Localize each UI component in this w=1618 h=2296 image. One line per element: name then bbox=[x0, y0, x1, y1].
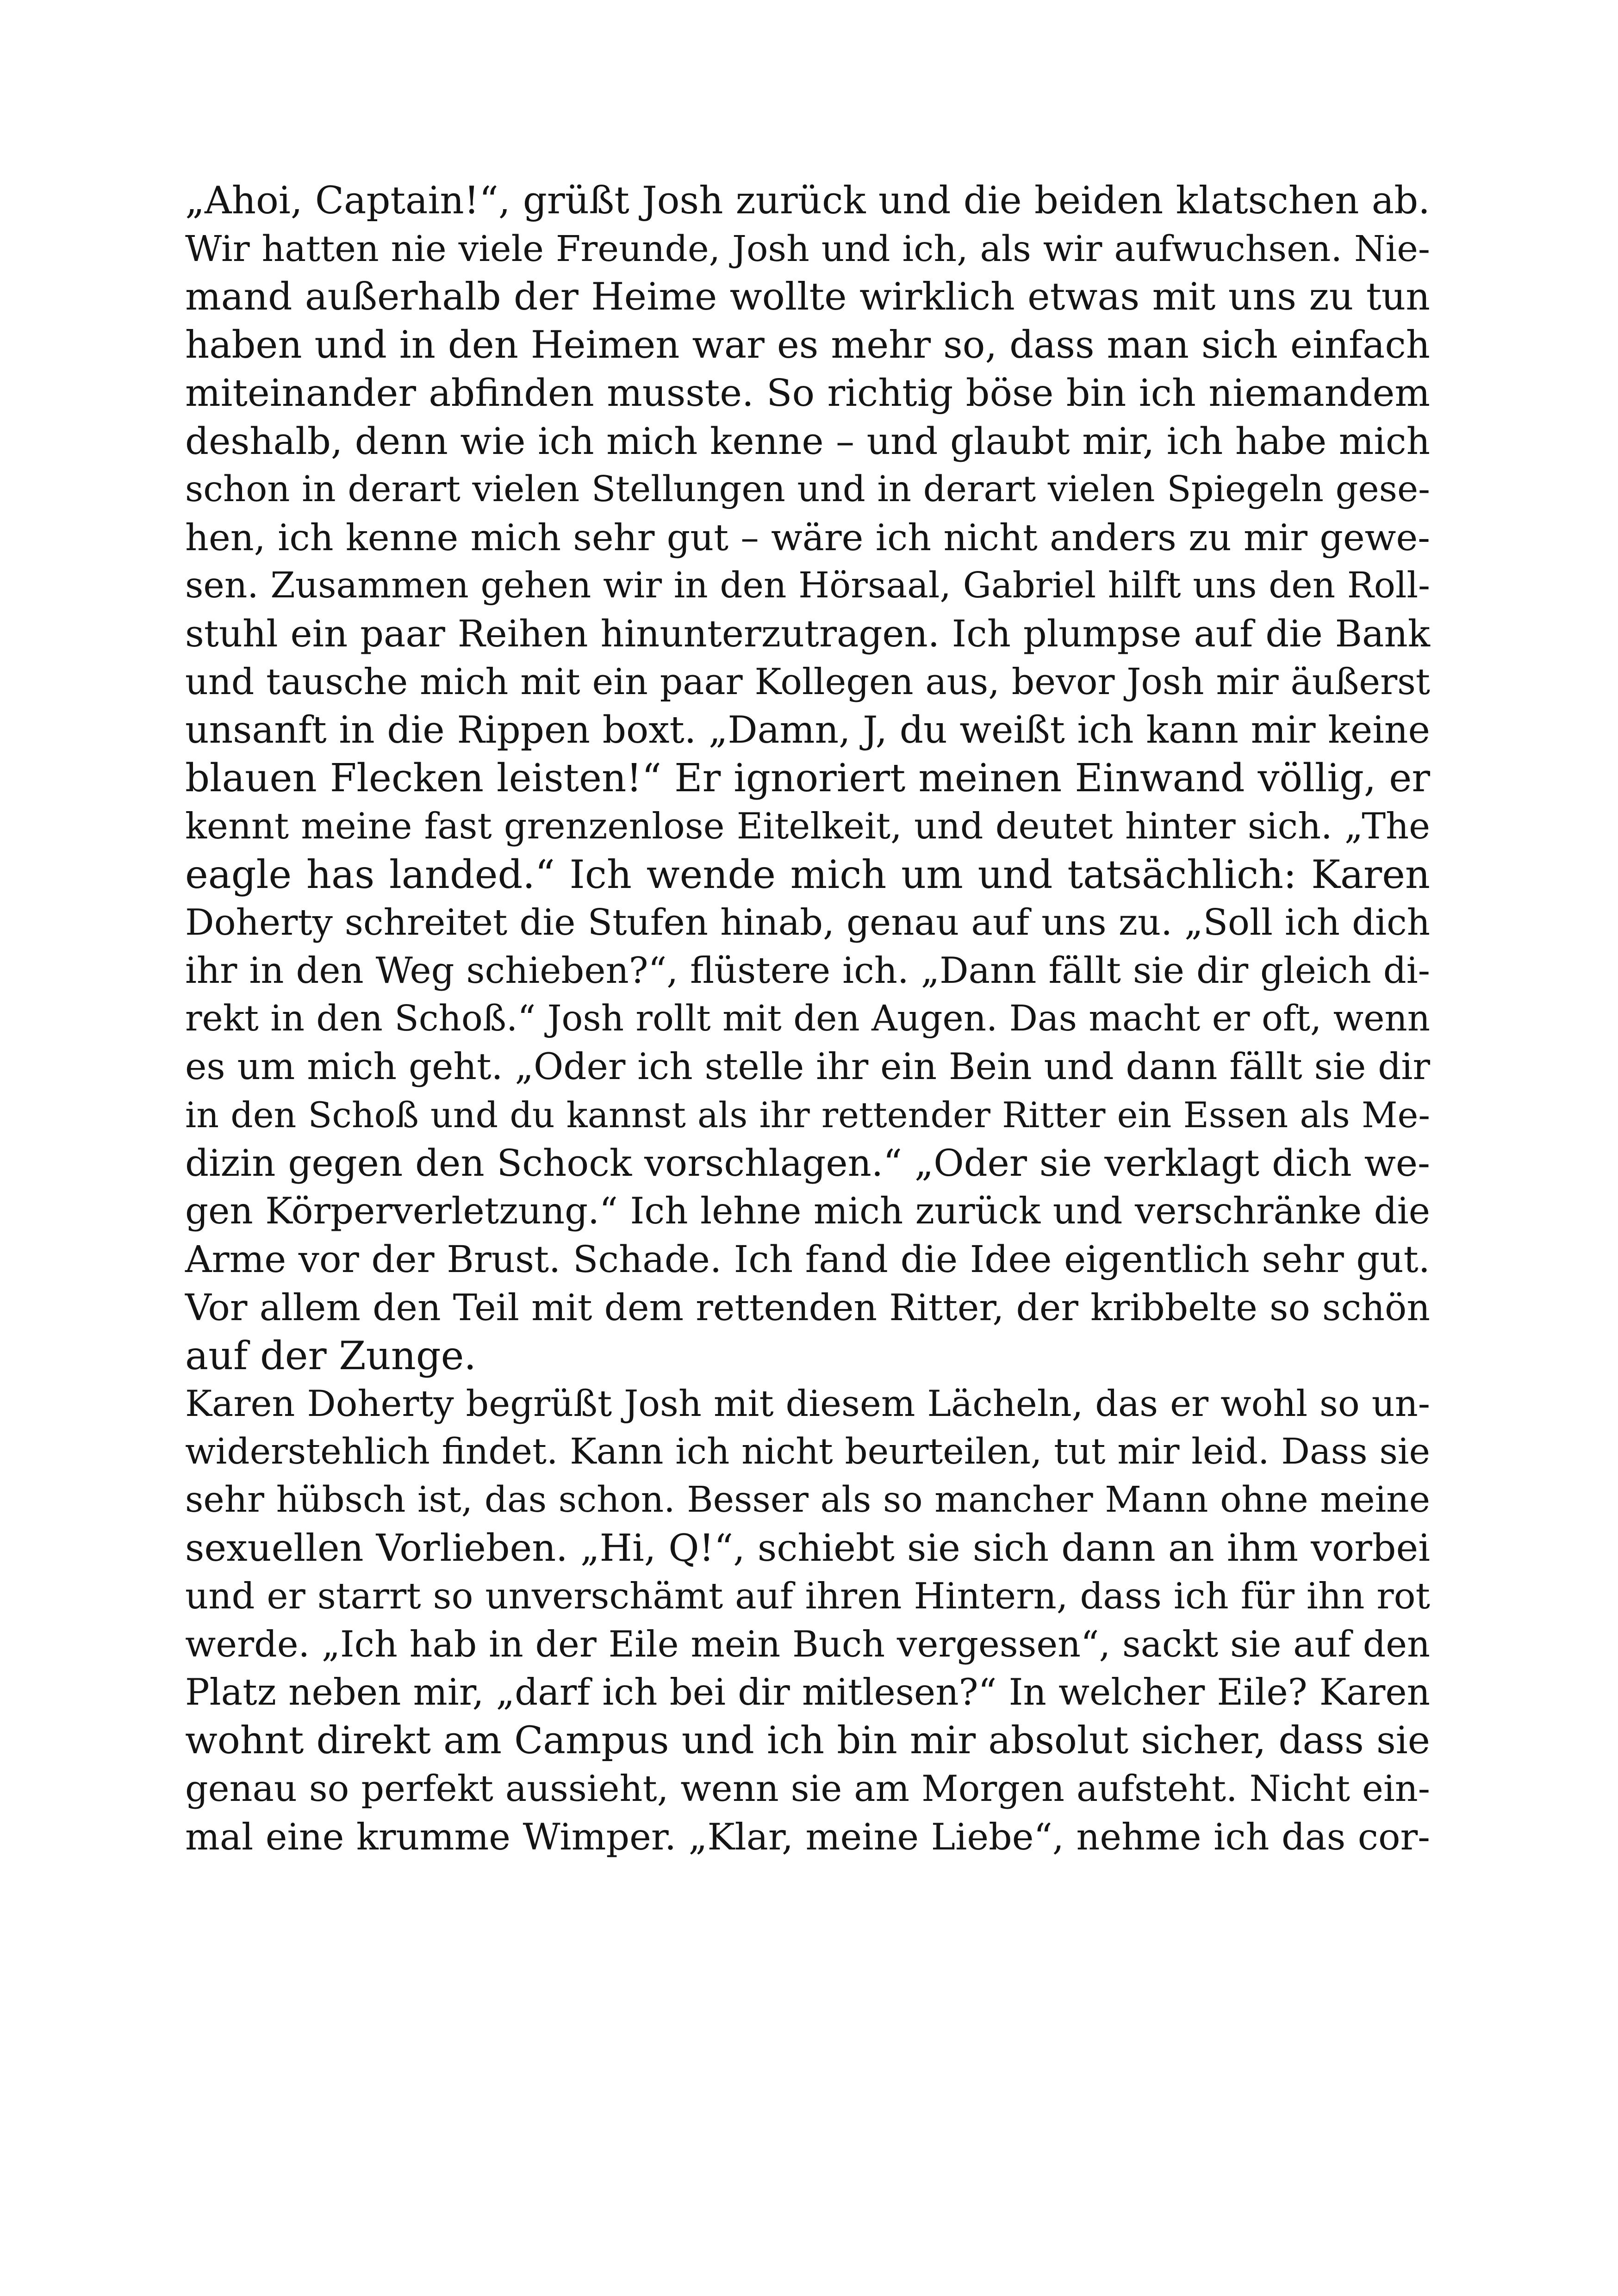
text-line: und er starrt so unverschämt auf ihren Hintern, dass ich für ihn rot bbox=[185, 1576, 1430, 1617]
text-line: mand außerhalb der Heime wollte wirklich etwas mit uns zu tun bbox=[185, 275, 1430, 319]
text-line: sexuellen Vorlieben. „Hi, Q!“, schiebt sie sich dann an ihm vorbei bbox=[185, 1527, 1430, 1570]
text-line: auf der Zunge. bbox=[185, 1333, 477, 1378]
text-line: Arme vor der Brust. Schade. Ich fand die Idee eigentlich sehr gut. bbox=[185, 1238, 1430, 1281]
text-line: haben und in den Heimen war es mehr so, dass man sich einfach bbox=[185, 323, 1430, 367]
text-line: Platz neben mir, „darf ich bei dir mitlesen?“ In welcher Eile? Karen bbox=[185, 1671, 1430, 1713]
text-line: unsanft in die Rippen boxt. „Damn, J, du weißt ich kann mir keine bbox=[185, 708, 1430, 751]
text-line: eagle has landed.“ Ich wende mich um und tatsächlich: Karen bbox=[185, 852, 1430, 897]
body-text bbox=[185, 177, 1430, 1861]
text-line: widerstehlich findet. Kann ich nicht beurteilen, tut mir leid. Dass sie bbox=[185, 1431, 1430, 1472]
text-line: sehr hübsch ist, das schon. Besser als so mancher Mann ohne meine bbox=[185, 1479, 1430, 1520]
text-line: schon in derart vielen Stellungen und in derart vielen Spiegeln gese- bbox=[185, 469, 1430, 510]
text-line: sen. Zusammen gehen wir in den Hörsaal, Gabriel hilft uns den Roll- bbox=[185, 565, 1430, 606]
text-line: Karen Doherty begrüßt Josh mit diesem Lächeln, das er wohl so un- bbox=[185, 1383, 1430, 1425]
text-line: hen, ich kenne mich sehr gut – wäre ich nicht anders zu mir gewe- bbox=[185, 516, 1430, 559]
text-line: „Ahoi, Captain!“, grüßt Josh zurück und die beiden klatschen ab. bbox=[185, 179, 1430, 223]
text-line: und tausche mich mit ein paar Kollegen aus, bevor Josh mir äußerst bbox=[185, 661, 1430, 703]
text-line: kennt meine fast grenzenlose Eitelkeit, und deutet hinter sich. „The bbox=[185, 806, 1430, 847]
text-line: in den Schoß und du kannst als ihr rettender Ritter ein Essen als Me- bbox=[185, 1095, 1430, 1136]
text-line: genau so perfekt aussieht, wenn sie am Morgen aufsteht. Nicht ein- bbox=[185, 1768, 1430, 1810]
text-line: miteinander abfinden musste. So richtig böse bin ich niemandem bbox=[185, 372, 1430, 415]
text-line: stuhl ein paar Reihen hinunterzutragen. Ich plumpse auf die Bank bbox=[185, 612, 1430, 655]
text-line: ihr in den Weg schieben?“, flüstere ich. „Dann fällt sie dir gleich di- bbox=[185, 950, 1430, 992]
text-line: dizin gegen den Schock vorschlagen.“ „Oder sie verklagt dich we- bbox=[185, 1142, 1430, 1185]
text-line: Vor allem den Teil mit dem rettenden Ritter, der kribbelte so schön bbox=[185, 1286, 1430, 1329]
text-line: gen Körperverletzung.“ Ich lehne mich zurück und verschränke die bbox=[185, 1190, 1430, 1232]
text-line: mal eine krumme Wimper. „Klar, meine Liebe“, nehme ich das cor- bbox=[185, 1816, 1430, 1858]
text-line: rekt in den Schoß.“ Josh rollt mit den Augen. Das macht er oft, wenn bbox=[185, 998, 1430, 1039]
text-line: Doherty schreitet die Stufen hinab, genau auf uns zu. „Soll ich dich bbox=[185, 902, 1430, 943]
text-line: werde. „Ich hab in der Eile mein Buch vergessen“, sackt sie auf den bbox=[185, 1624, 1430, 1665]
text-line: blauen Flecken leisten!“ Er ignoriert meinen Einwand völlig, er bbox=[185, 756, 1430, 800]
text-line: es um mich geht. „Oder ich stelle ihr ein Bein und dann fällt sie dir bbox=[185, 1046, 1430, 1088]
text-line: wohnt direkt am Campus und ich bin mir absolut sicher, dass sie bbox=[185, 1719, 1430, 1762]
text-line: deshalb, denn wie ich mich kenne – und glaubt mir, ich habe mich bbox=[185, 420, 1430, 463]
text-line: Wir hatten nie viele Freunde, Josh und ich, als wir aufwuchsen. Nie- bbox=[185, 228, 1430, 270]
